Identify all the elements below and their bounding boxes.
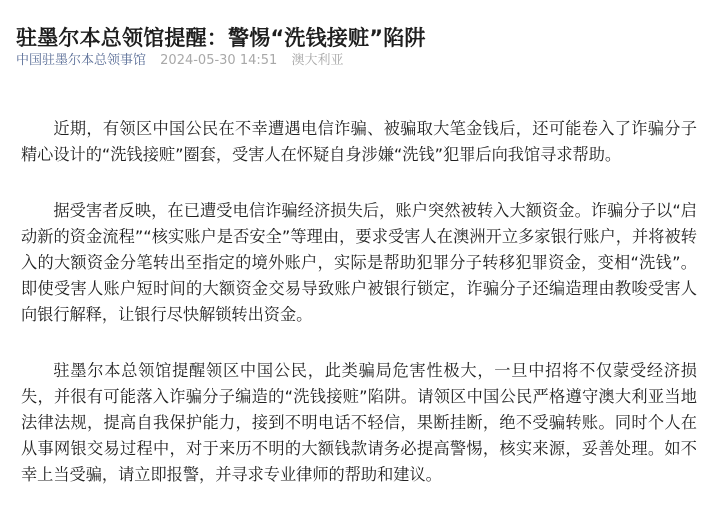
publish-location: 澳大利亚 [291, 53, 344, 68]
paragraph: 近期，有领区中国公民在不幸遭遇电信诈骗、被骗取大笔金钱后，还可能卷入了诈骗分子精心设计的“洗钱接赃”圈套，受害人在怀疑自身涉嫌“洗钱”犯罪后向我馆寻求帮助。 [21, 119, 697, 164]
paragraph: 驻墨尔本总领馆提醒领区中国公民，此类骗局危害性极大，一旦中招将不仅蒙受经济损失，并很有可能落入诈骗分子编造的“洗钱接赃”陷阱。请领区中国公民严格遵守澳大利亚当地法律法规，提高自我保护能力，接到不明电话不轻信，果断挂断，绝不受骗转账。同时个人在从事网银交易过程中，对于来历不明的大额钱款请务必提高警惕，核实来源，妥善处理。如不幸上当受骗，请立即报警，并寻求专业律师的帮助和建议。 [21, 361, 697, 484]
article-title: 驻墨尔本总领馆提醒：警惕“洗钱接赃”陷阱 [16, 26, 426, 51]
paragraph: 据受害者反映，在已遭受电信诈骗经济损失后，账户突然被转入大额资金。诈骗分子以“启动新的资金流程”“核实账户是否安全”等理由，要求受害人在澳洲开立多家银行账户，并将被转入的大额资金分笔转出至指定的境外账户，实际是帮助犯罪分子转移犯罪资金，变相“洗钱”。即使受害人账户短时间的大额资金交易导致账户被银行锁定，诈骗分子还编造理由教唆受害人向银行解释，让银行尽快解锁转出资金。 [21, 201, 697, 324]
article-meta [16, 51, 343, 71]
account-name-link[interactable]: 中国驻墨尔本总领事馆 [16, 53, 147, 68]
article-content [21, 116, 697, 518]
publish-date: 2024-05-30 14:51 [160, 53, 278, 68]
